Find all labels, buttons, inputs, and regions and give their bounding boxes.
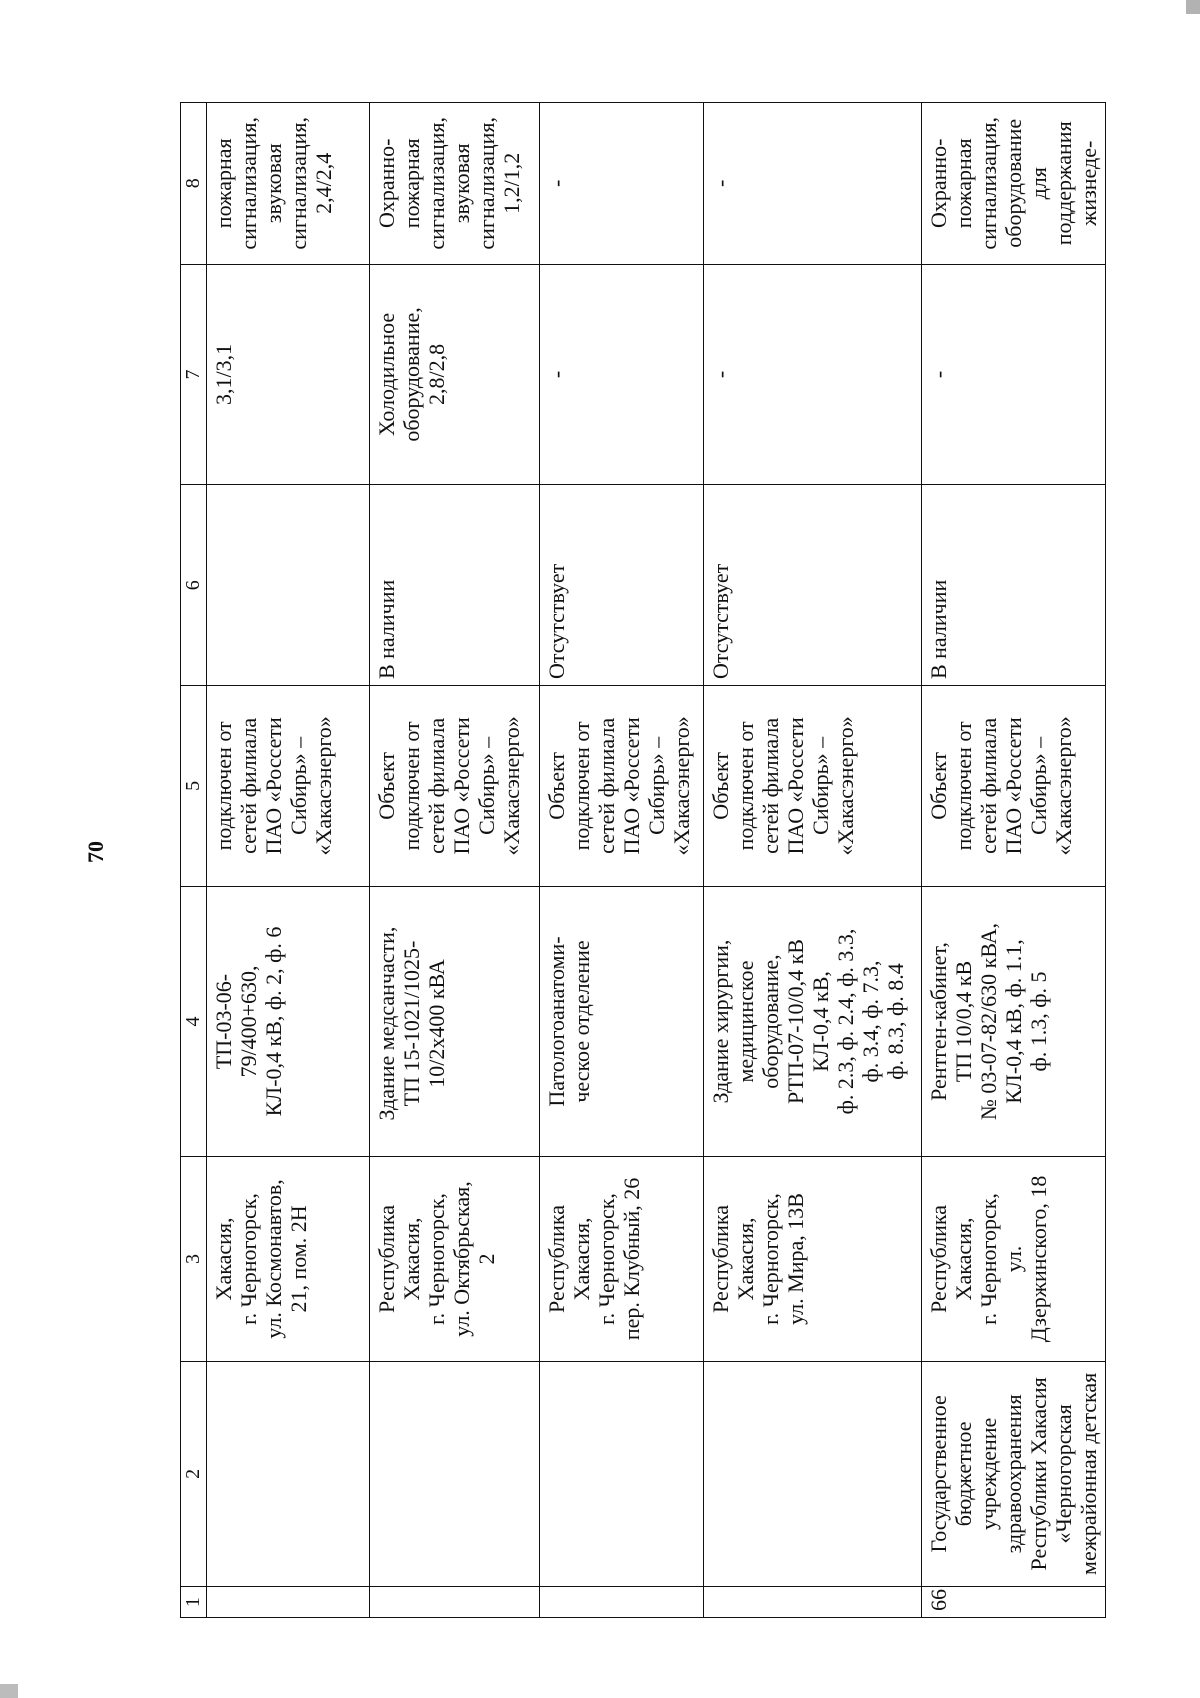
cell-text-line: подключен от — [211, 721, 236, 851]
table-cell — [540, 103, 704, 265]
cell-text-line: пожарная — [951, 138, 976, 229]
cell-text-line: бюджетное — [951, 1421, 976, 1527]
column-header: 1 — [181, 1587, 207, 1618]
table-cell — [370, 1361, 540, 1587]
cell-text-line: Сибирь» – — [644, 736, 669, 835]
cell-text-line: Республика — [926, 1204, 951, 1313]
column-header: 8 — [181, 103, 207, 265]
cell-text-line: сетей филиала — [236, 717, 261, 854]
table-row — [207, 103, 370, 1618]
table-cell — [207, 485, 370, 686]
table-cell — [370, 686, 540, 887]
cell-text-line: Отсутствует — [544, 563, 569, 680]
column-header: 7 — [181, 264, 207, 485]
cell-text-line: ПАО «Россети — [1001, 717, 1026, 855]
column-header: 6 — [181, 485, 207, 686]
cell-text-line: № 03-07-82/630 кВА, — [976, 922, 1001, 1121]
cell-text-line: «Хакасэнерго» — [311, 716, 336, 856]
cell-text-line: - — [926, 370, 951, 379]
table-cell — [207, 886, 370, 1157]
table-cell — [704, 1157, 922, 1361]
cell-text-line: Республика — [708, 1204, 733, 1313]
cell-text-line: 21, пом. 2Н — [286, 1205, 311, 1313]
table-cell — [207, 103, 370, 265]
cell-text-line: 66 — [926, 1589, 951, 1611]
cell-text-line: Объект — [926, 752, 951, 820]
cell-text-line: ТП-03-06- — [211, 973, 236, 1070]
cell-text-line: 1,2/1,2 — [499, 152, 524, 214]
table-cell — [370, 886, 540, 1157]
cell-text-line: Объект — [374, 752, 399, 820]
cell-text-line: Государственное — [926, 1395, 951, 1553]
table-cell — [540, 1361, 704, 1587]
table-cell — [922, 485, 1106, 686]
cell-text-line: 2,4/2,4 — [311, 152, 336, 214]
cell-text-line: Республика — [374, 1204, 399, 1313]
cell-text-line: ф. 2.3, ф. 2.4, ф. 3.3, — [833, 928, 858, 1115]
table-row — [704, 103, 922, 1618]
table-cell — [922, 1587, 1106, 1618]
cell-text-line: ТП 15-1021/1025- — [399, 940, 424, 1107]
cell-text-line: КЛ-0,4 кВ, — [808, 971, 833, 1072]
table-cell — [370, 264, 540, 485]
table-row — [922, 103, 1106, 1618]
cell-text-line: Хакасия, — [399, 1217, 424, 1301]
table-cell — [370, 485, 540, 686]
cell-text-line: ул. Октябрьская, — [449, 1181, 474, 1337]
table-cell — [540, 1157, 704, 1361]
table-cell — [922, 103, 1106, 265]
cell-text-line: пожарная — [211, 138, 236, 229]
cell-text-line: ТП 10/0,4 кВ — [951, 960, 976, 1083]
cell-text-line: Хакасия, — [211, 1217, 236, 1301]
cell-text-line: ПАО «Россети — [619, 717, 644, 855]
cell-text-line: сетей филиала — [424, 717, 449, 854]
cell-text-line: г. Черногорск, — [424, 1193, 449, 1325]
cell-text-line: оборудование, — [758, 954, 783, 1089]
cell-text-line: ул. — [1001, 1245, 1026, 1273]
cell-text-line: сигнализация, — [424, 116, 449, 250]
table-cell — [207, 264, 370, 485]
table-cell — [207, 686, 370, 887]
cell-text-line: оборудование — [1001, 118, 1026, 248]
cell-text-line: 79/400+630, — [236, 965, 261, 1078]
cell-text-line: Холодильное — [374, 312, 399, 437]
cell-text-line: - — [544, 179, 569, 187]
cell-text-line: Охранно- — [374, 138, 399, 229]
cell-text-line: поддержания — [1051, 121, 1076, 246]
cell-text-line: г. Черногорск, — [236, 1193, 261, 1325]
cell-text-line: Рентген-кабинет, — [926, 942, 951, 1101]
table-cell — [704, 686, 922, 887]
table-cell — [922, 686, 1106, 887]
cell-text-line: КЛ-0,4 кВ, ф. 2, ф. 6 — [261, 926, 286, 1117]
cell-text-line: подключен от — [399, 721, 424, 851]
cell-text-line: Хакасия, — [733, 1217, 758, 1301]
cell-text-line: - — [708, 370, 733, 379]
cell-text-line: Объект — [544, 752, 569, 820]
table-cell — [922, 1157, 1106, 1361]
table-cell — [370, 103, 540, 265]
cell-text-line: жизнеде- — [1076, 140, 1101, 226]
cell-text-line: 2,8/2,8 — [424, 343, 449, 406]
page-number: 70 — [83, 841, 108, 863]
table-cell — [704, 1361, 922, 1587]
cell-text-line: сигнализация, — [474, 116, 499, 250]
cell-text-line: здравоохранения — [1001, 1394, 1026, 1554]
cell-text-line: «Хакасэнерго» — [499, 716, 524, 856]
cell-text-line: г. Черногорск, — [758, 1193, 783, 1325]
table-cell — [540, 485, 704, 686]
cell-text-line: ческое отделение — [569, 940, 594, 1103]
table-cell — [704, 485, 922, 686]
cell-text-line: сигнализация, — [236, 116, 261, 250]
cell-text-line: Дзержинского, 18 — [1026, 1175, 1051, 1343]
cell-text-line: 2 — [474, 1253, 499, 1265]
column-header: 4 — [181, 886, 207, 1157]
cell-text-line: сигнализация, — [286, 116, 311, 250]
table-cell — [704, 1587, 922, 1618]
cell-text-line: пер. Клубный, 26 — [619, 1177, 644, 1341]
cell-text-line: учреждение — [976, 1417, 1001, 1531]
table-cell — [207, 1157, 370, 1361]
column-header: 5 — [181, 686, 207, 887]
cell-text-line: - — [544, 370, 569, 379]
cell-text-line: Сибирь» – — [286, 736, 311, 835]
cell-text-line: ф. 3.4, ф. 7.3, — [858, 960, 883, 1083]
table-cell — [540, 686, 704, 887]
cell-text-line: ПАО «Россети — [783, 717, 808, 855]
cell-text-line: Объект — [708, 752, 733, 820]
table-row — [540, 103, 704, 1618]
table-cell — [922, 264, 1106, 485]
cell-text-line: 10/2х400 кВА — [424, 959, 449, 1088]
cell-text-line: Здание медсанчасти, — [374, 926, 399, 1121]
table-cell — [922, 886, 1106, 1157]
cell-text-line: Республики Хакасия — [1026, 1377, 1051, 1571]
table-cell — [704, 103, 922, 265]
cell-text-line: ул. Космонавтов, — [261, 1179, 286, 1339]
cell-text-line: «Хакасэнерго» — [833, 716, 858, 856]
table-cell — [207, 1361, 370, 1587]
table-cell — [370, 1587, 540, 1618]
table-cell — [704, 886, 922, 1157]
column-header: 3 — [181, 1157, 207, 1361]
cell-text-line: Сибирь» – — [1026, 736, 1051, 835]
cell-text-line: Патологоанатоми- — [544, 936, 569, 1107]
scan-speck — [1186, 0, 1200, 14]
cell-text-line: В наличии — [374, 579, 399, 680]
cell-text-line: ПАО «Россети — [449, 717, 474, 855]
table-cell — [922, 1361, 1106, 1587]
cell-text-line: Хакасия, — [569, 1217, 594, 1301]
cell-text-line: звуковая — [449, 143, 474, 224]
cell-text-line: г. Черногорск, — [976, 1193, 1001, 1325]
cell-text-line: подключен от — [569, 721, 594, 851]
cell-text-line: для — [1026, 167, 1051, 200]
table-cell — [540, 886, 704, 1157]
table-cell — [540, 264, 704, 485]
cell-text-line: ф. 8.3, ф. 8.4 — [883, 963, 908, 1080]
cell-text-line: сигнализация, — [976, 116, 1001, 250]
cell-text-line: КЛ-0,4 кВ, ф. 1.1, — [1001, 939, 1026, 1104]
cell-text-line: пожарная — [399, 138, 424, 229]
scan-speck — [0, 1684, 18, 1698]
cell-text-line: Республика — [544, 1204, 569, 1313]
cell-text-line: Сибирь» – — [808, 736, 833, 835]
data-table — [180, 102, 1106, 1618]
cell-text-line: Здание хирургии, — [708, 939, 733, 1104]
table-cell — [207, 1587, 370, 1618]
header-row — [181, 103, 207, 1618]
cell-text-line: Охранно- — [926, 138, 951, 229]
cell-text-line: сетей филиала — [758, 717, 783, 854]
cell-text-line: - — [708, 179, 733, 187]
cell-text-line: «Хакасэнерго» — [669, 716, 694, 856]
cell-text-line: Хакасия, — [951, 1217, 976, 1301]
cell-text-line: оборудование, — [399, 307, 424, 442]
cell-text-line: подключен от — [733, 721, 758, 851]
cell-text-line: ПАО «Россети — [261, 717, 286, 855]
cell-text-line: «Хакасэнерго» — [1051, 716, 1076, 856]
cell-text-line: сетей филиала — [976, 717, 1001, 854]
cell-text-line: сетей филиала — [594, 717, 619, 854]
table-cell — [704, 264, 922, 485]
cell-text-line: РТП-07-10/0,4 кВ — [783, 939, 808, 1104]
cell-text-line: «Черногорская — [1051, 1404, 1076, 1544]
cell-text-line: Сибирь» – — [474, 736, 499, 835]
cell-text-line: Отсутствует — [708, 563, 733, 680]
table-row — [370, 103, 540, 1618]
cell-text-line: 3,1/3,1 — [211, 343, 236, 406]
table-cell — [540, 1587, 704, 1618]
cell-text-line: ф. 1.3, ф. 5 — [1026, 971, 1051, 1072]
cell-text-line: В наличии — [926, 579, 951, 680]
column-header: 2 — [181, 1361, 207, 1587]
cell-text-line: ул. Мира, 13В — [783, 1193, 808, 1325]
table-cell — [370, 1157, 540, 1361]
cell-text-line: г. Черногорск, — [594, 1193, 619, 1325]
cell-text-line: межрайонная детская — [1076, 1372, 1101, 1575]
cell-text-line: подключен от — [951, 721, 976, 851]
cell-text-line: звуковая — [261, 143, 286, 224]
cell-text-line: медицинское — [733, 960, 758, 1083]
